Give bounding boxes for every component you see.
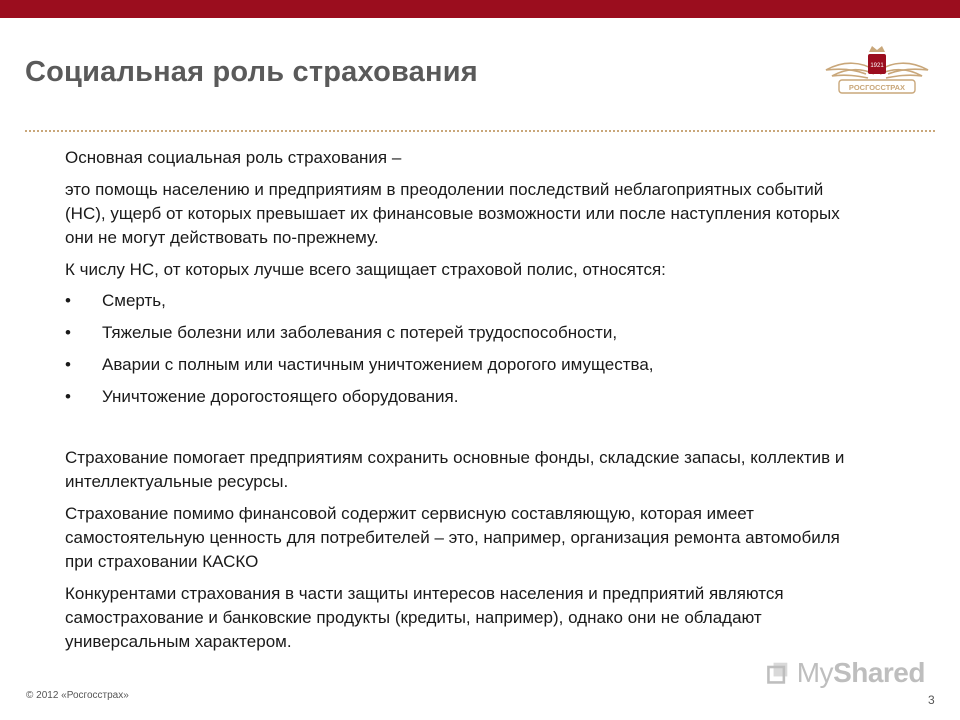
title-divider [25, 130, 935, 132]
list-item: • Аварии с полным или частичным уничтожением дорогого имущества, [65, 354, 865, 376]
list-item: • Уничтожение дорогостоящего оборудования. [65, 386, 865, 408]
list-intro-text: К числу НС, от которых лучше всего защищает страховой полис, относятся: [65, 260, 666, 279]
intro-text: Основная социальная роль страхования – [65, 148, 402, 167]
watermark-icon [765, 658, 791, 688]
svg-text:РОСГОССТРАХ: РОСГОССТРАХ [848, 83, 906, 92]
list-item: • Смерть, [65, 290, 865, 312]
paragraph: Страхование помимо финансовой содержит сервисную составляющую, которая имеет самостоятельную ценность для потребителей – это, например, организация ремонта автомобиля при страховании КАСКО [65, 504, 840, 571]
slide-content [65, 146, 865, 662]
rosgosstrakh-logo [822, 40, 932, 102]
top-brand-bar [0, 0, 960, 18]
copyright-text: © 2012 «Росгосстрах» [26, 690, 129, 701]
slide-title: Социальная роль страхования [25, 56, 478, 88]
paragraph: Страхование помогает предприятиям сохранить основные фонды, складские запасы, коллектив и интеллектуальные ресурсы. [65, 448, 845, 491]
svg-text:1921: 1921 [870, 63, 884, 69]
risk-list [65, 290, 865, 408]
definition-text: это помощь населению и предприятиям в преодолении последствий неблагоприятных событий (НС), ущерб от которых превышает их финансовые возможности или после наступления которых они не могут действовать по-прежнему. [65, 180, 840, 247]
list-item: • Тяжелые болезни или заболевания с потерей трудоспособности, [65, 322, 865, 344]
paragraph: Конкурентами страхования в части защиты интересов населения и предприятий являются самострахование и банковские продукты (кредиты, например), однако они не обладают универсальным характером. [65, 584, 784, 651]
myshared-watermark: MyShared [765, 655, 925, 691]
page-number: 3 [928, 693, 935, 707]
